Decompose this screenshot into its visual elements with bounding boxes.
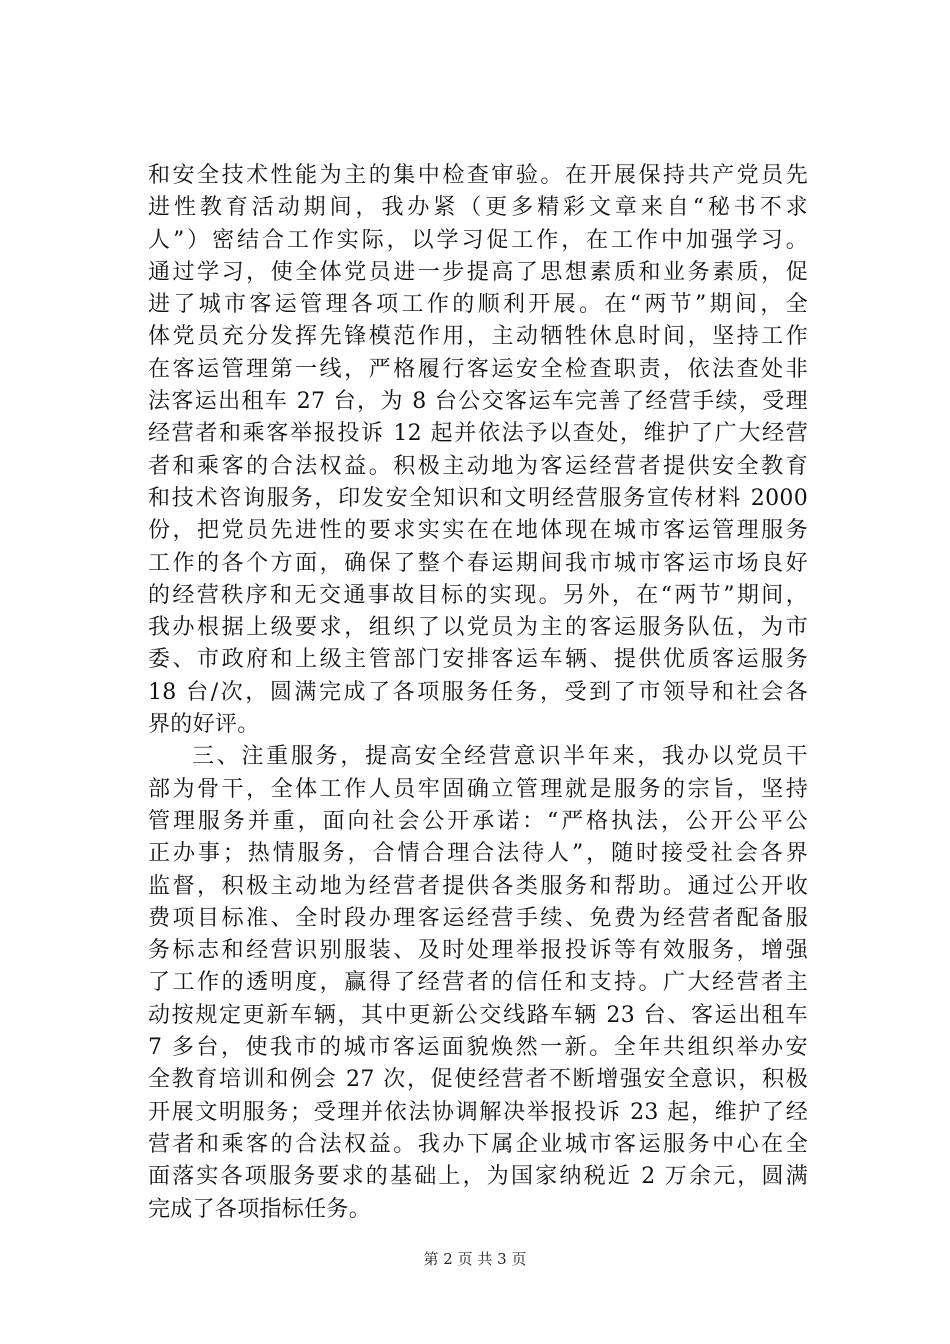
page-number-footer: 第 2 页 共 3 页: [423, 1250, 527, 1268]
text-line: 7 多台，使我市的城市客运面貌焕然一新。全年共组织举办安: [148, 1035, 808, 1061]
text-line: 界的好评。: [148, 712, 260, 738]
text-line: 监督，积极主动地为经营者提供各类服务和帮助。通过公开收: [148, 873, 808, 899]
text-line: 的经营秩序和无交通事故目标的实现。另外，在“两节”期间，: [148, 582, 808, 608]
text-line: 者和乘客的合法权益。积极主动地为客运经营者提供安全教育: [148, 453, 808, 479]
text-line: 营者和乘客的合法权益。我办下属企业城市客运服务中心在全: [148, 1131, 808, 1157]
text-line: 动按规定更新车辆，其中更新公交线路车辆 23 台、客运出租车: [148, 1002, 808, 1028]
text-line: 和技术咨询服务，印发安全知识和文明经营服务宣传材料 2000: [148, 485, 808, 511]
text-line: 管理服务并重，面向社会公开承诺：“严格执法，公开公平公: [148, 808, 808, 834]
text-line: 面落实各项服务要求的基础上，为国家纳税近 2 万余元，圆满: [148, 1164, 808, 1190]
text-line: 了工作的透明度，赢得了经营者的信任和支持。广大经营者主: [148, 970, 808, 996]
text-line: 进性教育活动期间，我办紧（更多精彩文章来自“秘书不求: [148, 195, 808, 221]
text-line: 全教育培训和例会 27 次，促使经营者不断增强安全意识，积极: [148, 1067, 808, 1093]
text-line: 开展文明服务；受理并依法协调解决举报投诉 23 起，维护了经: [148, 1099, 808, 1125]
text-line: 人”）密结合工作实际，以学习促工作，在工作中加强学习。: [148, 227, 808, 253]
text-line: 法客运出租车 27 台，为 8 台公交客运车完善了经营手续，受理: [148, 389, 808, 415]
text-line: 正办事；热情服务，合情合理合法待人”，随时接受社会各界: [148, 841, 808, 867]
document-body: [148, 160, 808, 1226]
section-heading-line: 三、注重服务，提高安全经营意识半年来，我办以党员干: [192, 744, 808, 770]
text-line: 经营者和乘客举报投诉 12 起并依法予以查处，维护了广大经营: [148, 421, 808, 447]
text-line: 费项目标准、全时段办理客运经营手续、免费为经营者配备服: [148, 905, 808, 931]
text-line: 务标志和经营识别服装、及时处理举报投诉等有效服务，增强: [148, 938, 808, 964]
text-line: 份，把党员先进性的要求实实在在地体现在城市客运管理服务: [148, 518, 808, 544]
text-line: 部为骨干，全体工作人员牢固确立管理就是服务的宗旨，坚持: [148, 776, 808, 802]
text-line: 完成了各项指标任务。: [148, 1196, 372, 1222]
text-line: 工作的各个方面，确保了整个春运期间我市城市客运市场良好: [148, 550, 808, 576]
text-line: 进了城市客运管理各项工作的顺利开展。在“两节”期间，全: [148, 292, 808, 318]
text-line: 委、市政府和上级主管部门安排客运车辆、提供优质客运服务: [148, 647, 808, 673]
text-line: 18 台/次，圆满完成了各项服务任务，受到了市领导和社会各: [148, 679, 808, 705]
text-line: 体党员充分发挥先锋模范作用，主动牺牲休息时间，坚持工作: [148, 324, 808, 350]
text-line: 在客运管理第一线，严格履行客运安全检查职责，依法查处非: [148, 356, 808, 382]
text-line: 和安全技术性能为主的集中检查审验。在开展保持共产党员先: [148, 163, 808, 188]
text-line: 通过学习，使全体党员进一步提高了思想素质和业务素质，促: [148, 259, 808, 285]
text-line: 我办根据上级要求，组织了以党员为主的客运服务队伍，为市: [148, 615, 808, 641]
